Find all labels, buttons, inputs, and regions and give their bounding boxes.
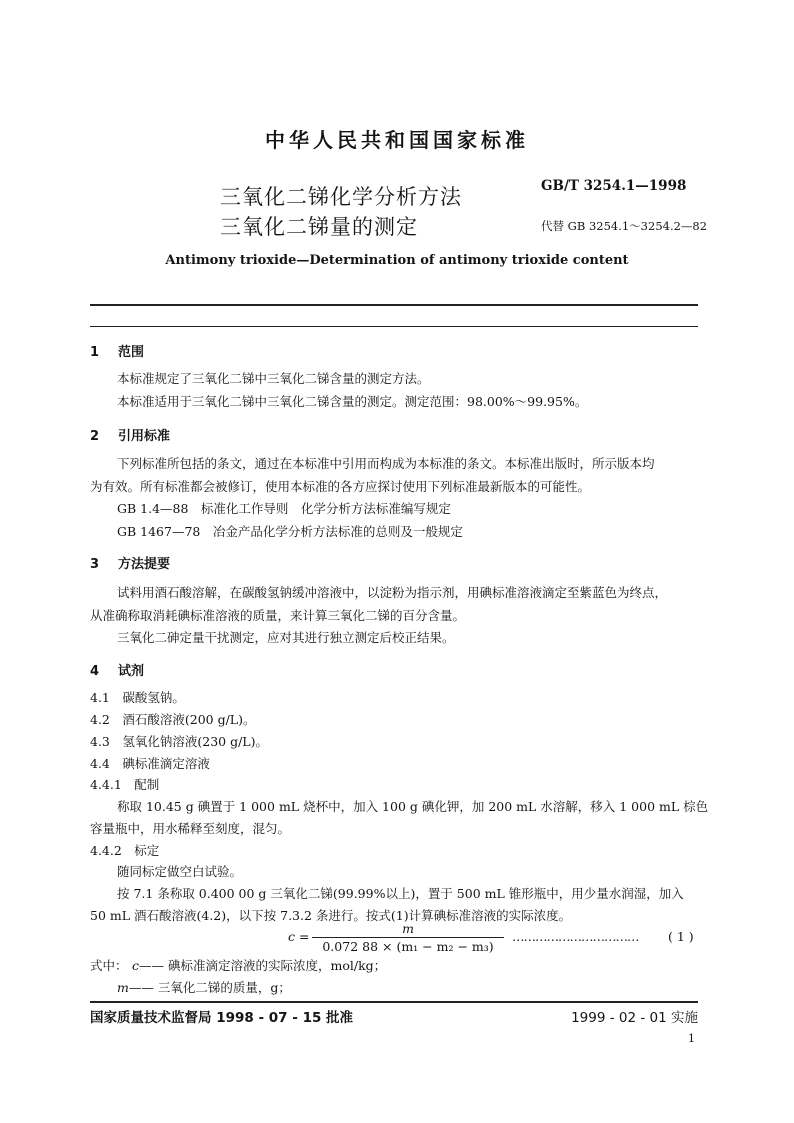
reference-gb-1-4: GB 1.4—88 标准化工作导则 化学分析方法标准编写规定 <box>117 501 451 516</box>
where-c-symbol: c <box>132 958 140 973</box>
section-4-title: 试剂 <box>118 664 145 679</box>
section-3-paragraph-2: 三氧化二砷定量干扰测定，应对其进行独立测定后校正结果。 <box>117 630 455 645</box>
standard-number: GB/T 3254.1—1998 <box>541 178 687 194</box>
section-3-title: 方法提要 <box>118 557 171 572</box>
formula-denominator: 0.072 88 × (m₁ − m₂ − m₃) <box>322 939 494 954</box>
item-4-4-2-paragraph-1: 随同标定做空白试验。 <box>117 864 243 879</box>
formula-leader-dots: …………………………… <box>512 929 639 944</box>
where-c-description: —— 碘标准滴定溶液的实际浓度，mol/kg； <box>139 958 387 973</box>
section-1-number: 1 <box>90 345 100 360</box>
formula-numerator: m <box>402 921 414 936</box>
national-standard-heading: 中华人民共和国国家标准 <box>265 128 529 152</box>
item-4-4-2-paragraph-2-line-1: 按 7.1 条称取 0.400 00 g 三氧化二锑(99.99%以上)，置于 500 mL 锥形瓶中，用少量水润湿，加入 <box>117 886 684 901</box>
title-line-2: 三氧化二锑量的测定 <box>220 215 418 239</box>
section-3-number: 3 <box>90 557 100 572</box>
where-m-description: —— 三氧化二锑的质量，g； <box>128 980 291 995</box>
item-4-1: 4.1 碳酸氢钠。 <box>90 690 185 705</box>
section-2-title: 引用标准 <box>118 429 171 444</box>
item-4-4-2-paragraph-2-line-2: 50 mL 酒石酸溶液(4.2)，以下按 7.3.2 条进行。按式(1)计算碘标准溶液的实际浓度。 <box>90 908 572 923</box>
formula-number: ( 1 ) <box>668 929 694 944</box>
where-m-line <box>117 980 291 996</box>
section-1-paragraph-1: 本标准规定了三氧化二锑中三氧化二锑含量的测定方法。 <box>117 371 430 386</box>
footer-rule <box>90 1001 698 1003</box>
page-number: 1 <box>688 1032 695 1045</box>
item-4-2: 4.2 酒石酸溶液(200 g/L)。 <box>90 712 256 727</box>
section-2-paragraph-line-2: 为有效。所有标准都会被修订，使用本标准的各方应探讨使用下列标准最新版本的可能性。 <box>90 479 591 494</box>
english-title: Antimony trioxide—Determination of antimony trioxide content <box>165 253 629 268</box>
formula-fraction-bar <box>312 937 504 938</box>
title-line-1: 三氧化二锑化学分析方法 <box>220 185 462 209</box>
item-4-4-2: 4.4.2 标定 <box>90 843 160 858</box>
item-4-4-1: 4.4.1 配制 <box>90 777 160 792</box>
section-2-number: 2 <box>90 429 100 444</box>
header-rule-bottom <box>90 326 698 327</box>
item-4-4: 4.4 碘标准滴定溶液 <box>90 756 210 771</box>
section-1-paragraph-2: 本标准适用于三氧化二锑中三氧化二锑含量的测定。测定范围：98.00%～99.95%。 <box>117 394 588 409</box>
section-3-paragraph-line-1: 试料用酒石酸溶解，在碳酸氢钠缓冲溶液中，以淀粉为指示剂，用碘标准溶液滴定至紫蓝色为终点， <box>117 585 668 600</box>
section-3-heading <box>90 553 170 572</box>
section-3-paragraph-line-2: 从准确称取消耗碘标准溶液的质量，来计算三氧化二锑的百分含量。 <box>90 608 466 623</box>
where-label: 式中： <box>90 958 128 973</box>
approval-line: 国家质量技术监督局 1998 - 07 - 15 批准 <box>90 1010 354 1026</box>
item-4-3: 4.3 氢氧化钠溶液(230 g/L)。 <box>90 734 268 749</box>
item-4-4-1-line-1: 称取 10.45 g 碘置于 1 000 mL 烧杯中，加入 100 g 碘化钾，加 200 mL 水溶解，移入 1 000 mL 棕色 <box>117 799 709 814</box>
section-4-heading <box>90 660 144 679</box>
section-2-paragraph-line-1: 下列标准所包括的条文，通过在本标准中引用而构成为本标准的条文。本标准出版时，所示版本均 <box>117 456 655 471</box>
section-1-title: 范围 <box>118 345 145 360</box>
item-4-4-1-line-2: 容量瓶中，用水稀释至刻度，混匀。 <box>90 821 291 836</box>
reference-gb-1467: GB 1467—78 冶金产品化学分析方法标准的总则及一般规定 <box>117 524 463 539</box>
replaces-note: 代替 GB 3254.1～3254.2—82 <box>541 219 708 233</box>
section-2-heading <box>90 425 170 444</box>
section-1-heading <box>90 341 144 360</box>
where-m-symbol: m <box>117 980 129 995</box>
formula-lhs: c = <box>288 929 310 944</box>
header-rule-top <box>90 304 698 306</box>
implementation-date: 1999 - 02 - 01 实施 <box>571 1010 698 1026</box>
formula-fraction <box>312 921 504 954</box>
where-c-line <box>132 958 386 974</box>
section-4-number: 4 <box>90 664 100 679</box>
